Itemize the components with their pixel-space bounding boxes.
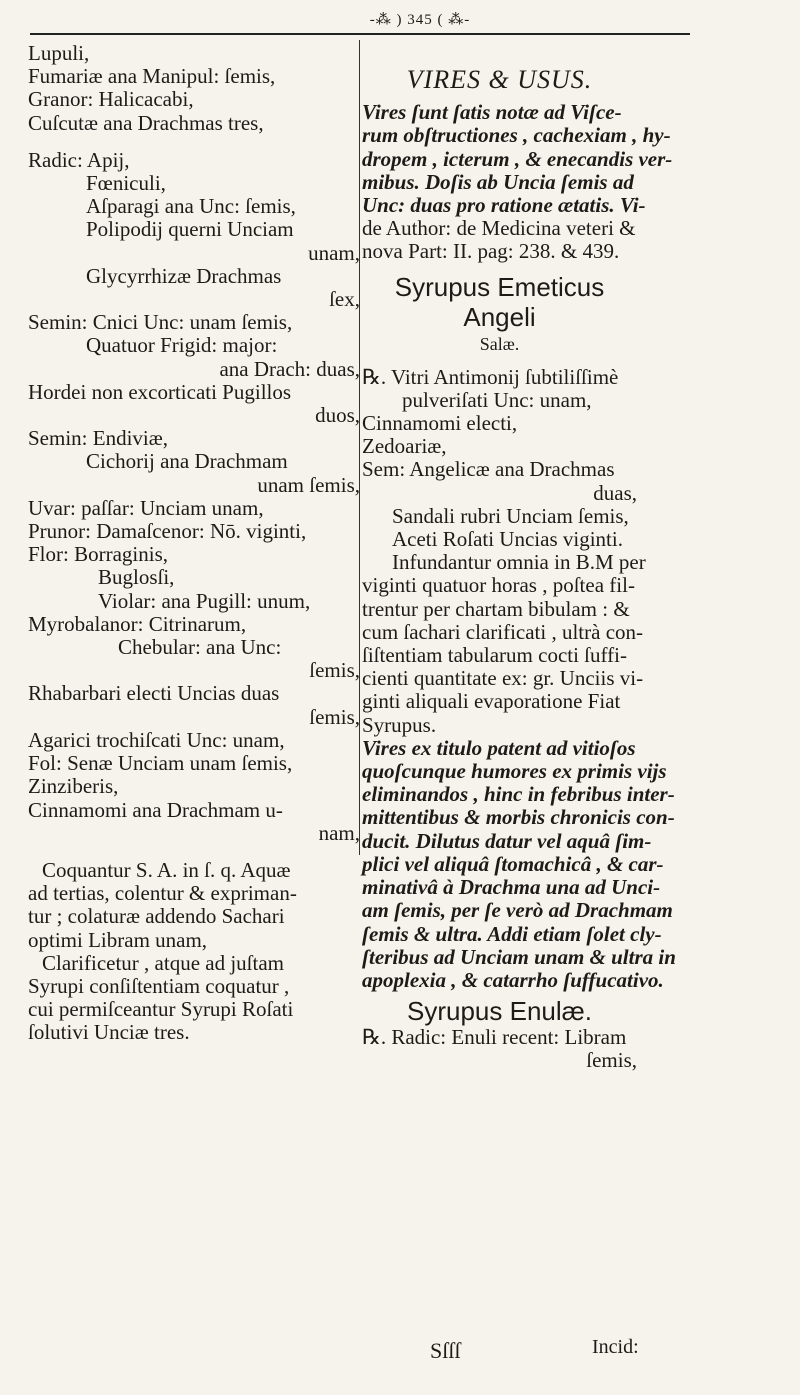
text-line: duas, [593, 480, 637, 505]
text-line: Aſparagi ana Unc: ſemis, [86, 194, 296, 219]
text-line: trentur per chartam bibulam : & [362, 596, 630, 621]
text-line: rum obſtructiones , cachexiam , hy- [362, 123, 671, 148]
text-line: ℞. Vitri Antimonij ſubtiliſſimè [362, 364, 619, 389]
text-line: ana Drach: duas, [219, 356, 360, 381]
text-line: plici vel aliquâ ſtomachicâ , & car- [362, 851, 664, 876]
text-line: Buglosſi, [98, 565, 175, 590]
text-line: duos, [315, 403, 360, 428]
catchword: Incid: [592, 1336, 639, 1358]
section-title-vires: VIRES & USUS. [406, 65, 593, 94]
text-line: ſolutivi Unciæ tres. [28, 1020, 190, 1045]
text-line: Zedoariæ, [362, 434, 447, 459]
vires-text [362, 100, 673, 264]
text-line: dropem , icterum , & enecandis ver- [362, 146, 673, 171]
text-line: ducit. Dilutus datur vel aquâ ſim- [362, 828, 652, 853]
text-line: cui permiſceantur Syrupi Roſati [28, 997, 294, 1022]
text-line: unam, [308, 240, 360, 265]
text-line: optimi Libram unam, [28, 927, 208, 952]
text-line: tur ; colaturæ addendo Sachari [28, 904, 285, 929]
section-heading-emeticus: Syrupus Emeticus Angeli [394, 271, 605, 332]
text-line [28, 845, 360, 859]
section-heading-enulae: Syrupus Enulæ. [407, 996, 592, 1027]
text-line: Unc: duas pro ratione ætatis. Vi- [362, 193, 646, 218]
text-line: Fumariæ ana Manipul: ſemis, [28, 64, 276, 89]
text-line: Polipodij querni Unciam [86, 217, 294, 242]
text-line: Syrupus. [362, 712, 437, 737]
text-line: Vires ſunt ſatis notæ ad Viſce- [362, 100, 622, 125]
text-line: Prunor: Damaſcenor: Nō. viginti, [28, 519, 307, 544]
text-line: nam, [318, 820, 360, 845]
right-column [362, 52, 676, 1073]
text-line: ſemis, [309, 658, 360, 683]
text-line: nova Part: II. pag: 238. & 439. [362, 239, 620, 264]
text-line: am ſemis, per ſe verò ad Drachmam [362, 898, 673, 923]
text-line: mittentibus & morbis chronicis con- [362, 805, 675, 830]
text-line: Sandali rubri Unciam ſemis, [392, 503, 629, 528]
left-column [28, 42, 360, 1045]
text-line: Aceti Roſati Uncias viginti. [392, 527, 623, 552]
text-line: Flor: Borraginis, [28, 542, 168, 567]
text-line: pulveriſati Unc: unam, [402, 387, 592, 412]
section-subheading-salae: Salæ. [479, 333, 520, 354]
text-line [28, 135, 360, 149]
text-line: ſiſtentiam tabularum cocti ſuffi- [362, 643, 627, 668]
page-header [30, 10, 690, 32]
text-line: Lupuli, [28, 41, 90, 65]
text-line: Syrupi conſiſtentiam coquatur , [28, 973, 290, 998]
text-line: ℞. Radic: Enuli recent: Libram [362, 1025, 627, 1050]
text-line: Granor: Halicacabi, [28, 87, 194, 112]
text-line: viginti quatuor horas , poſtea fil- [362, 573, 635, 598]
text-line: de Author: de Medicina veteri & [362, 216, 636, 241]
text-line: Semin: Endiviæ, [28, 426, 169, 451]
page-number: -⁂ ) 345 ( ⁂- [369, 12, 471, 28]
text-line: ſemis & ultra. Addi etiam ſolet cly- [362, 921, 662, 946]
text-line: Coquantur S. A. in ſ. q. Aquæ [42, 857, 291, 882]
text-line: Rhabarbari electi Uncias duas [28, 681, 280, 706]
text-line: ad tertias, colentur & expriman- [28, 881, 297, 906]
text-line: unam ſemis, [257, 472, 360, 497]
text-line: Hordei non excorticati Pugillos [28, 379, 292, 404]
text-line: Fol: Senæ Unciam unam ſemis, [28, 751, 293, 776]
text-line: apoplexia , & catarrho ſuffucativo. [362, 967, 664, 992]
text-line: cum ſachari clarificati , ultrà con- [362, 619, 644, 644]
enulae-text [362, 1026, 637, 1072]
text-line: mibus. Doſis ab Uncia ſemis ad [362, 169, 634, 194]
text-line: Chebular: ana Unc: [118, 635, 282, 660]
text-line: Zinziberis, [28, 774, 119, 799]
text-line: quoſcunque humores ex primis vijs [362, 759, 667, 784]
text-line: ginti aliquali evaporatione Fiat [362, 689, 621, 714]
text-line: Sem: Angelicæ ana Drachmas [362, 457, 615, 482]
text-line: Infundantur omnia in B.M per [392, 550, 646, 575]
text-line: ſex, [329, 287, 360, 312]
text-line: Fœniculi, [86, 171, 166, 196]
text-line: minativâ à Drachma una ad Unci- [362, 875, 661, 900]
text-line: Agarici trochiſcati Unc: unam, [28, 727, 285, 752]
signature-mark: Sſſſ [430, 1338, 461, 1363]
emeticus-text [362, 364, 676, 992]
text-line: Cinnamomi electi, [362, 411, 518, 436]
text-line: Violar: ana Pugill: unum, [98, 588, 311, 613]
text-line: eliminandos , hinc in febribus inter- [362, 782, 675, 807]
text-line: Cichorij ana Drachmam [86, 449, 288, 474]
text-line: Radic: Apij, [28, 147, 130, 172]
text-line: Cuſcutæ ana Drachmas tres, [28, 110, 264, 135]
text-line: Cinnamomi ana Drachmam u- [28, 797, 283, 822]
text-line: Glycyrrhizæ Drachmas [86, 263, 282, 288]
text-line: Quatuor Frigid: major: [86, 333, 278, 358]
header-rule [30, 33, 690, 35]
text-line: Uvar: paſſar: Unciam unam, [28, 495, 264, 520]
text-line: ſemis, [309, 704, 360, 729]
text-line: Myrobalanor: Citrinarum, [28, 611, 247, 636]
text-line: Semin: Cnici Unc: unam ſemis, [28, 310, 293, 335]
text-line: Vires ex titulo patent ad vitioſos [362, 735, 636, 760]
text-line: ſteribus ad Unciam unam & ultra in [362, 944, 676, 969]
text-line: Clarificetur , atque ad juſtam [42, 950, 284, 975]
text-line: ſemis, [586, 1048, 637, 1073]
text-line: cienti quantitate ex: gr. Unciis vi- [362, 666, 644, 691]
